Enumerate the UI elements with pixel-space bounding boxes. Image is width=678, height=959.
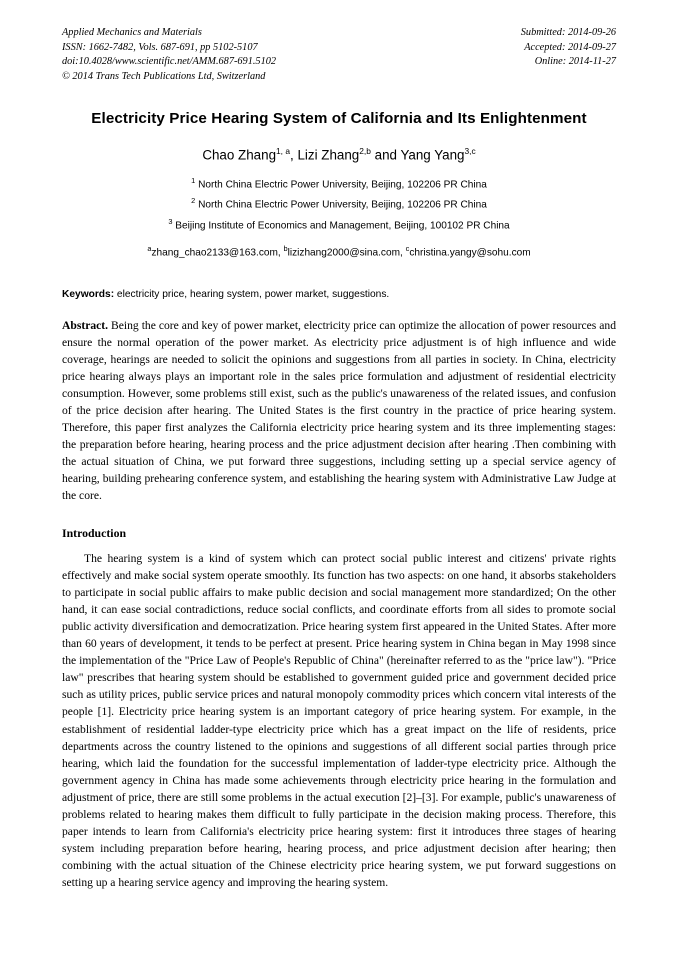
author-list [62,146,616,162]
author-affil-marker-1: 1, a [276,146,290,157]
abstract-block [62,317,616,504]
date-accepted: Accepted: 2014-09-27 [524,41,616,53]
page-header [62,26,616,84]
affiliation-list [62,174,616,236]
keywords-block [62,289,616,300]
author-affil-marker-3: 3,c [464,146,476,157]
author-name-3: Yang Yang [400,147,465,163]
email-marker-1: a [147,243,152,253]
affiliation-text-2: North China Electric Power University, Beijing, 102206 PR China [198,199,487,211]
journal-info [62,26,276,84]
email-marker-2: b [283,243,288,253]
date-online: Online: 2014-11-27 [534,56,616,68]
date-submitted: Submitted: 2014-09-26 [520,27,616,38]
email-3: christina.yangy@sohu.com [409,246,531,258]
submission-dates [521,26,616,70]
author-separator-2: and [370,147,401,163]
author-emails [62,244,616,258]
keywords-text: electricity price, hearing system, power market, suggestions. [114,288,390,300]
author-name-2: Lizi Zhang [297,147,360,163]
journal-name: Applied Mechanics and Materials [62,27,202,38]
email-marker-3: c [405,243,410,253]
email-1: zhang_chao2133@163.com, [151,246,284,258]
author-separator-1: , [290,147,298,163]
page-title: Electricity Price Hearing System of California and Its Enlightenment [91,110,587,128]
affiliation-2 [62,194,616,215]
affiliation-marker-1: 1 [191,175,196,185]
journal-doi: doi:10.4028/www.scientific.net/AMM.687-691.5102 [62,56,277,68]
author-affil-marker-2: 2,b [359,146,371,157]
email-2: lizizhang2000@sina.com, [287,246,406,258]
keywords-label: Keywords: [62,288,115,300]
abstract-text: Being the core and key of power market, electricity price can optimize the allocation of power resources and ensure the normal operation of the power market. As electricity price adjustment is of high influence and wide coverage, hearings are needed to solicit the opinions and suggestions from all parties in society. In China, electricity price hearing always plays an important role in the sales price formulation and adjustment of residential electricity consumption. However, some problems still exist, such as the public's unawareness of the related issues, and confusion of the price decision after hearing. The United States is the first country in the practice of price hearing system. Therefore, this paper first analyzes the California electricity price hearing system and its three implementing stages: the preparation before hearing, hearing process and the price adjustment decision after hearing .Then combining with the actual situation of China, we put forward three suggestions, including setting up a special service agency of hearing, building prehearing conference system, and establishing the hearing system with Administrative Law Judge at the core. [62,318,616,503]
affiliation-text-3: Beijing Institute of Economics and Management, Beijing, 100102 PR China [175,220,510,232]
affiliation-marker-2: 2 [191,196,196,206]
affiliation-marker-3: 3 [168,216,173,226]
section-heading-introduction: Introduction [62,526,127,541]
journal-issn-volume: ISSN: 1662-7482, Vols. 687-691, pp 5102-5107 [62,41,258,53]
affiliation-text-1: North China Electric Power University, Beijing, 102206 PR China [198,179,487,191]
journal-copyright: © 2014 Trans Tech Publications Ltd, Switzerland [62,70,266,82]
affiliation-3 [62,215,616,236]
abstract-label: Abstract. [62,318,109,332]
author-name-1: Chao Zhang [202,147,277,163]
affiliation-1 [62,174,616,195]
introduction-paragraph: The hearing system is a kind of system which can protect social public interest and citizens' private rights effectively and make social system operate smoothly. Its function has two aspects: on one hand, it absorbs stakeholders to participate in social public affairs to make public decision and social management more standardized; On the other hand, it can ease social contradictions, reduce social conflicts, and coordinate efforts from all sides to promote social public activity diversification and democratization. Price hearing system first appeared in the United States. After more than 60 years of development, it tends to be perfect at present. Price hearing system in China began in May 1998 since the implementation of the "Price Law of People's Republic of China" (hereinafter referred to as the "price law"). "Price law" prescribes that hearing system should be established to government guided price and government decided price such as utility prices, public service prices and natural monopoly commodity prices which concern vital interests of the people [1]. Electricity price hearing system is an important category of price hearing system. For example, in the establishment of residential ladder-type electricity price which has a great impact on the life of residents, price departments across the country listened to the opinions and suggestions of all different social parties through price hearing, which laid the foundation for the successful implementation of ladder-type electricity price. Although the government agency in China has made some achievements through electricity price hearing in the formulation and adjustment of price, there are still some problems in the actual execution [2]–[3]. For example, public's unawareness of problems related to hearing makes them difficult to fully participate in the decision making process. Therefore, this paper intends to learn from California's electricity price hearing system: first it introduces three stages of hearing system including preparation before hearing, hearing process, and price adjustment decision after hearing; then combining with the actual situation of the Chinese electricity price hearing system, we put forward suggestions on setting up a hearing service agency and improving the hearing system. [62,552,616,889]
